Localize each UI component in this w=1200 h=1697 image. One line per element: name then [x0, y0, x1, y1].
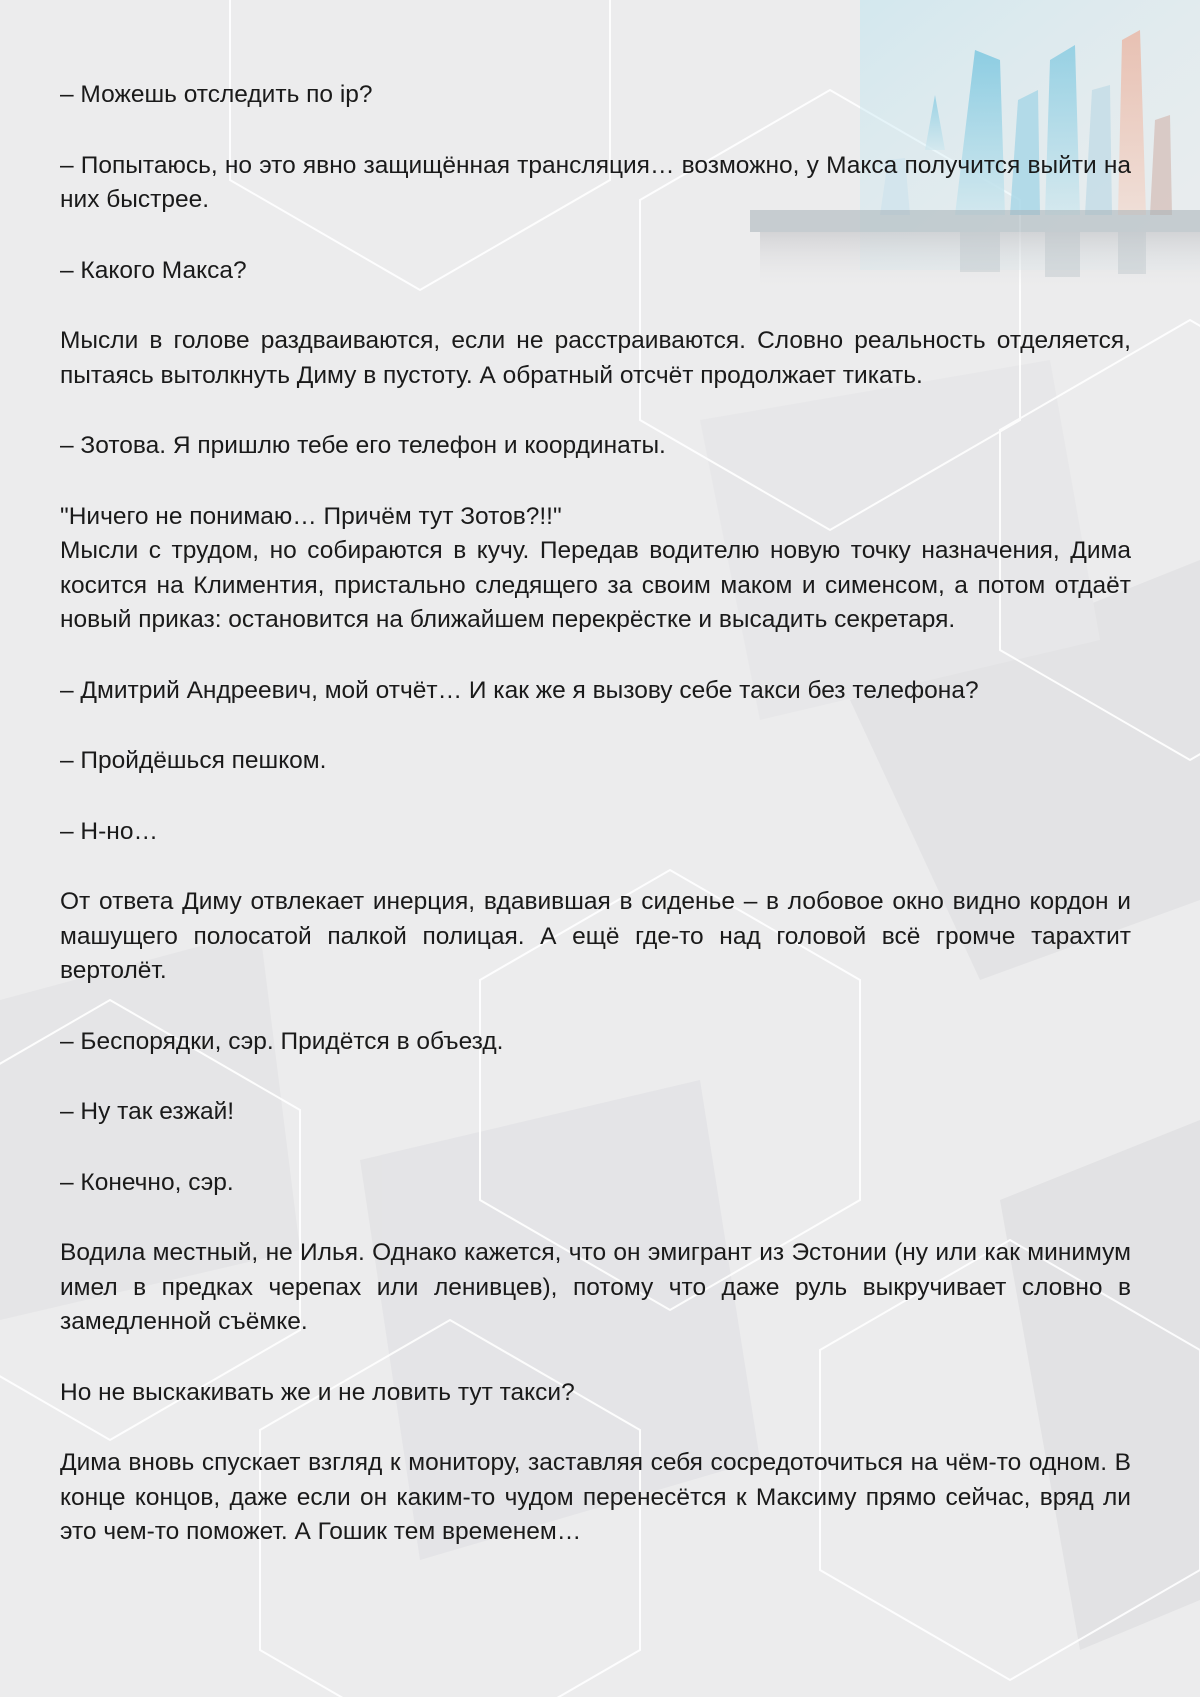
paragraph: Мысли с трудом, но собираются в кучу. Передав водителю новую точку назначения, Дима косится на Климентия, пристально следящего за своим маком и сименсом, а потом отдаёт новый приказ: остановится на ближайшем перекрёстке и высадить секретаря.	[60, 537, 1131, 633]
paragraph: – Ну так езжай!	[60, 1098, 235, 1125]
paragraph: – Зотова. Я пришлю тебе его телефон и координаты.	[60, 432, 666, 459]
paragraph: – Дмитрий Андреевич, мой отчёт… И как же я вызову себе такси без телефона?	[60, 676, 979, 704]
paragraph: – Н-но…	[60, 817, 158, 845]
paragraph: – Конечно, сэр.	[60, 1168, 234, 1196]
paragraph: – Беспорядки, сэр. Придётся в объезд.	[60, 1027, 504, 1055]
paragraph: "Ничего не понимаю… Причём тут Зотов?!!"	[60, 502, 562, 530]
paragraph: – Пройдёшься пешком.	[60, 747, 327, 774]
paragraph: Мысли в голове раздваиваются, если не расстраиваются. Словно реальность отделяется, пытаясь вытолкнуть Диму в пустоту. А обратный отсчёт продолжает тикать.	[60, 327, 1131, 389]
paragraph: От ответа Диму отвлекает инерция, вдавившая в сиденье – в лобовое окно видно кордон и машущего полосатой палкой полицая. А ещё где-то над головой всё громче тарахтит вертолёт.	[60, 888, 1131, 984]
paragraph: Водила местный, не Илья. Однако кажется, что он эмигрант из Эстонии (ну или как минимум имел в предках черепах или ленивцев), потому что даже руль выкручивает словно в замедленной съёмке.	[60, 1239, 1131, 1335]
document-body	[60, 78, 1131, 1586]
paragraph: – Какого Макса?	[60, 256, 247, 284]
paragraph: – Можешь отследить по ip?	[60, 81, 373, 108]
paragraph: Но не выскакивать же и не ловить тут такси?	[60, 1378, 575, 1406]
paragraph: Дима вновь спускает взгляд к монитору, заставляя себя сосредоточиться на чём-то одном. В конце концов, даже если он каким-то чудом перенесётся к Максиму прямо сейчас, вряд ли это чем-то поможет. А Гошик тем временем…	[60, 1449, 1131, 1545]
paragraph: – Попытаюсь, но это явно защищённая трансляция… возможно, у Макса получится выйти на них быстрее.	[60, 151, 1131, 213]
